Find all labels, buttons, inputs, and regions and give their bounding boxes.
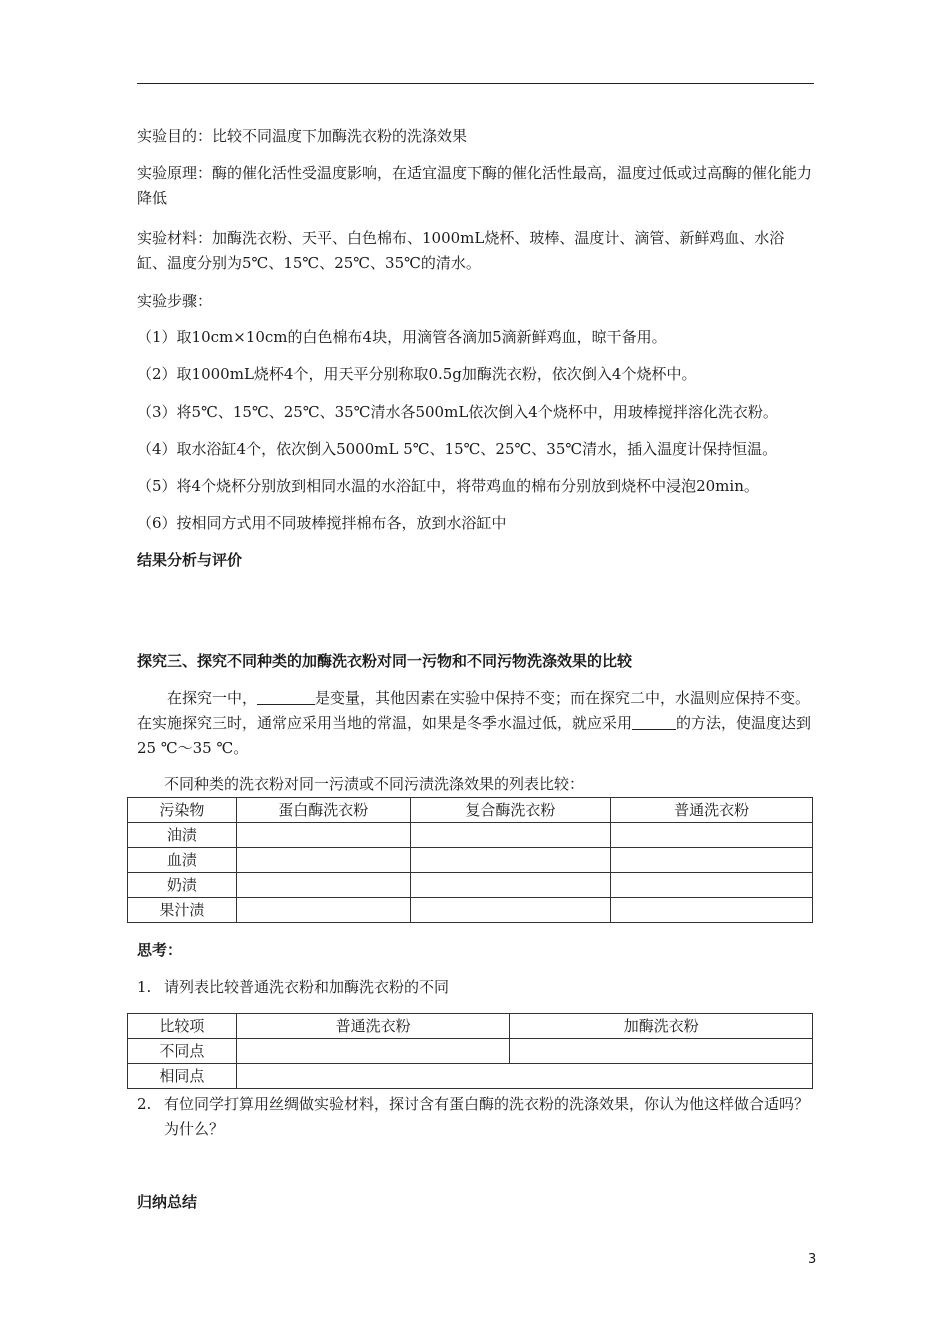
table-header-cell: 比较项 — [128, 1014, 237, 1039]
table-cell[interactable] — [611, 823, 813, 848]
row-label: 相同点 — [128, 1064, 237, 1089]
table-cell[interactable] — [410, 873, 611, 898]
table-cell[interactable] — [611, 873, 813, 898]
experiment-materials: 实验材料：加酶洗衣粉、天平、白色棉布、1000mL烧杯、玻棒、温度计、滴管、新鲜鸡血、水浴缸、温度分别为5℃、15℃、25℃、35℃的清水。 — [137, 229, 785, 272]
para-part-b: 是变量，其他因素在实验中保持不变；而在探究二中，水温则应保持不变。在实施探究三时，通常应采用当地的常温，如果是冬季水温过低，就应采用 — [137, 689, 811, 732]
fill-blank-1[interactable] — [257, 688, 315, 705]
table-cell[interactable] — [611, 848, 813, 873]
table-header-cell: 普通洗衣粉 — [611, 798, 813, 823]
think-heading: 思考： — [137, 941, 183, 959]
page-number: 3 — [808, 1252, 817, 1267]
section3-heading: 探究三、探究不同种类的加酶洗衣粉对同一污物和不同污物洗涤效果的比较 — [137, 652, 633, 670]
step-2: （2）取1000mL烧杯4个，用天平分别称取0.5g加酶洗衣粉，依次倒入4个烧杯中。 — [137, 365, 697, 383]
detergent-comparison-table — [127, 797, 813, 923]
step-1: （1）取10cm×10cm的白色棉布4块，用滴管各滴加5滴新鲜鸡血，晾干备用。 — [137, 328, 667, 346]
summary-heading: 归纳总结 — [137, 1193, 198, 1211]
question-2-number: 2. — [137, 1095, 152, 1113]
table-row — [128, 848, 813, 873]
question-1-number: 1. — [137, 978, 152, 996]
experiment-principle: 实验原理：酶的催化活性受温度影响，在适宜温度下酶的催化活性最高，温度过低或过高酶的催化能力降低 — [137, 164, 813, 207]
table-header-cell: 加酶洗衣粉 — [510, 1014, 813, 1039]
table-header-cell: 复合酶洗衣粉 — [410, 798, 611, 823]
table-cell[interactable] — [410, 848, 611, 873]
row-label: 奶渍 — [128, 873, 237, 898]
table-row — [128, 898, 813, 923]
step-5: （5）将4个烧杯分别放到相同水温的水浴缸中，将带鸡血的棉布分别放到烧杯中浸泡20min。 — [137, 477, 759, 495]
row-label: 果汁渍 — [128, 898, 237, 923]
row-label: 油渍 — [128, 823, 237, 848]
step-4: （4）取水浴缸4个，依次倒入5000mL 5℃、15℃、25℃、35℃清水，插入温度计保持恒温。 — [137, 440, 778, 458]
table-row — [128, 1039, 813, 1064]
table-header-row — [128, 798, 813, 823]
table-cell[interactable] — [236, 898, 410, 923]
table-header-cell: 普通洗衣粉 — [236, 1014, 510, 1039]
question-1: 请列表比较普通洗衣粉和加酶洗衣粉的不同 — [164, 978, 450, 996]
table-cell[interactable] — [236, 848, 410, 873]
table-cell[interactable] — [236, 823, 410, 848]
step-6: （6）按相同方式用不同玻棒搅拌棉布各，放到水浴缸中 — [137, 514, 507, 532]
table-row — [128, 1064, 813, 1089]
table-row — [128, 873, 813, 898]
fill-blank-2[interactable] — [632, 713, 676, 730]
table-cell[interactable] — [236, 1039, 510, 1064]
table-header-cell: 蛋白酶洗衣粉 — [236, 798, 410, 823]
row-label: 血渍 — [128, 848, 237, 873]
table-cell[interactable] — [510, 1039, 813, 1064]
table-cell[interactable] — [611, 898, 813, 923]
table-header-cell: 污染物 — [128, 798, 237, 823]
para-part-a: 在探究一中， — [167, 689, 258, 707]
para-part-c: 的方法，使温度达到25 ℃～35 ℃。 — [137, 714, 812, 757]
section3-paragraph — [137, 686, 814, 761]
header-rule — [137, 83, 814, 84]
table-cell[interactable] — [236, 1064, 812, 1089]
table-cell[interactable] — [410, 823, 611, 848]
table-cell[interactable] — [410, 898, 611, 923]
step-3: （3）将5℃、15℃、25℃、35℃清水各500mL依次倒入4个烧杯中，用玻棒搅拌溶化洗衣粉。 — [137, 403, 778, 421]
result-heading: 结果分析与评价 — [137, 551, 243, 569]
table-cell[interactable] — [236, 873, 410, 898]
experiment-purpose: 实验目的：比较不同温度下加酶洗衣粉的洗涤效果 — [137, 127, 468, 145]
steps-heading: 实验步骤： — [137, 292, 213, 310]
row-label: 不同点 — [128, 1039, 237, 1064]
question-2: 有位同学打算用丝绸做实验材料，探讨含有蛋白酶的洗衣粉的洗涤效果，你认为他这样做合适吗？为什么？ — [164, 1095, 810, 1138]
table1-caption: 不同种类的洗衣粉对同一污渍或不同污渍洗涤效果的列表比较： — [164, 775, 585, 793]
comparison-table — [127, 1013, 813, 1089]
table-header-row — [128, 1014, 813, 1039]
table-row — [128, 823, 813, 848]
